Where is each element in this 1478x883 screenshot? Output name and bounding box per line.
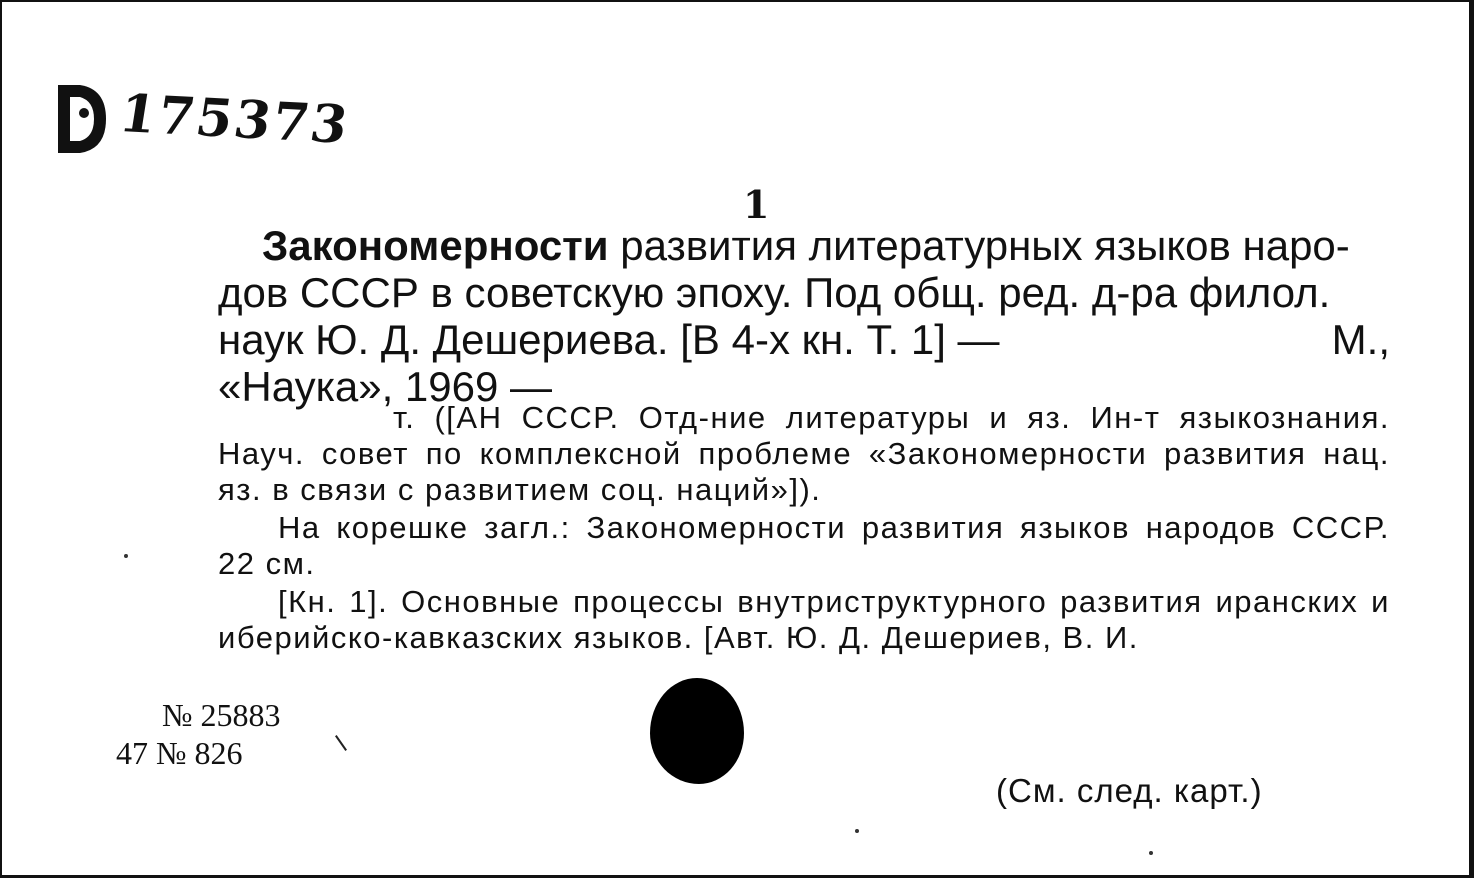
speck (124, 554, 128, 558)
series-note: т. ([АН СССР. Отд-ние литературы и яз. Ин-т языкознания. Науч. совет по комплексной проблеме «Закономерности развития нац. яз. в связи с развитием соц. наций»]). (218, 400, 1390, 507)
card-number: 1 (743, 182, 770, 227)
continued-note: (См. след. карт.) (996, 772, 1263, 809)
contents-note: [Кн. 1]. Основные процессы внутриструктурного развития иранских и иберийско-кавказских языков. [Авт. Ю. Д. Дешериев, В. И. (218, 584, 1390, 655)
spine-title-note: На корешке загл.: Закономерности развития языков народов СССР. 22 см. (218, 510, 1390, 581)
inventory-numbers (116, 696, 281, 772)
handwritten-number: 175373 (115, 82, 354, 156)
title-line-1: развития литературных языков наро- (608, 222, 1350, 269)
speck (855, 829, 859, 833)
punch-hole (650, 678, 744, 784)
title-keyword: Закономерности (262, 222, 609, 269)
title-line-2: дов СССР в советскую эпоху. Под общ. ред. д-ра филол. (218, 269, 1331, 316)
publisher-year: «Наука», 1969 — (218, 363, 553, 410)
speck (1149, 851, 1153, 855)
bibliographic-title (218, 222, 1390, 410)
stamp-d-icon (50, 79, 110, 159)
title-line-3: наук Ю. Д. Дешериева. [В 4-х кн. Т. 1] — (218, 316, 1000, 363)
inventory-number-2: 47 № 826 (116, 735, 243, 771)
inventory-number-1: № 25883 (162, 697, 281, 733)
pen-mark (335, 735, 347, 751)
handwritten-call-number (50, 74, 354, 164)
publisher-place: М., (1331, 316, 1390, 363)
bibliographic-notes (218, 400, 1390, 658)
